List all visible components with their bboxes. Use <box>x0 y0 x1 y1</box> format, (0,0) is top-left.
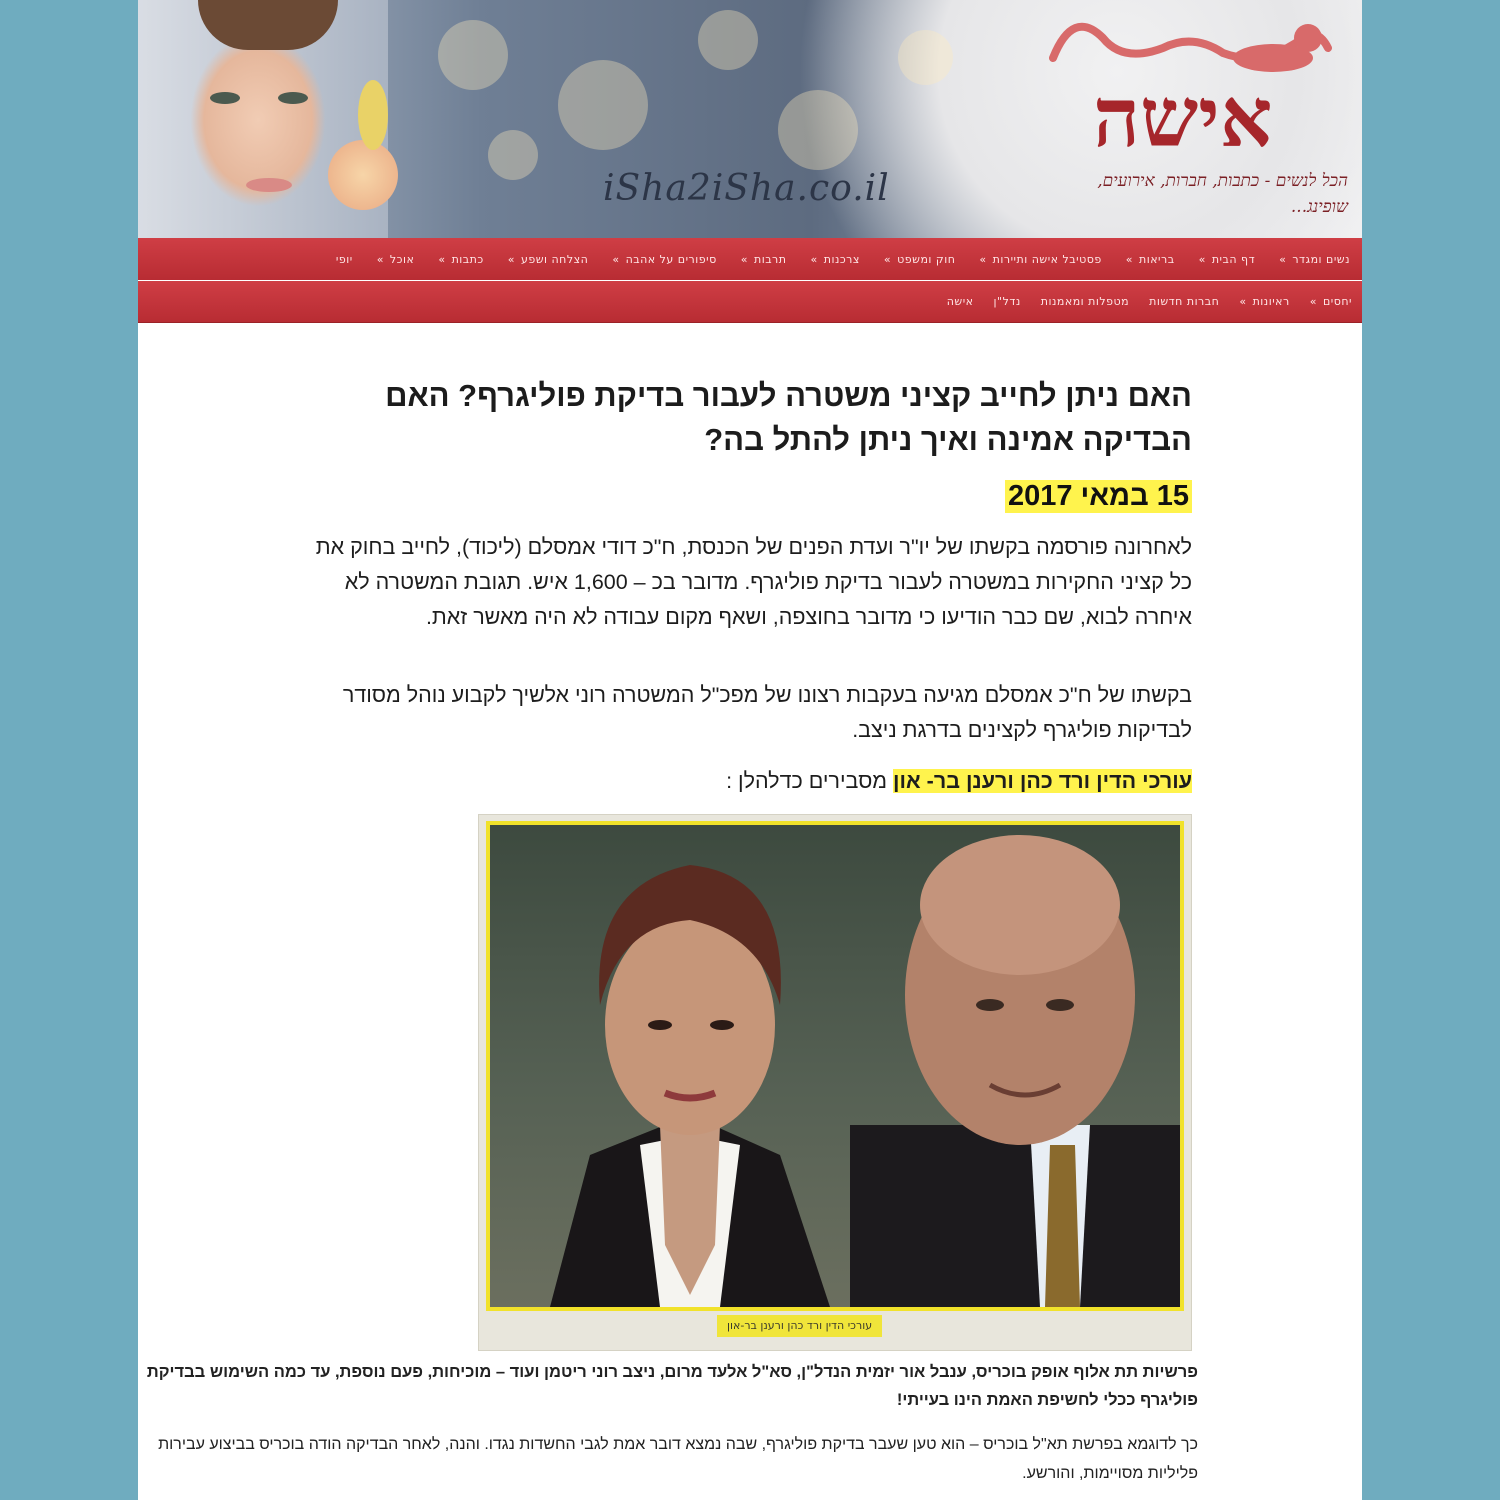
chevron-icon: » <box>376 252 384 266</box>
nav-item-label: תרבות <box>753 252 787 266</box>
model-face-image <box>138 0 388 238</box>
chevron-icon: » <box>883 252 892 266</box>
nav-item-row1-10[interactable] <box>365 253 427 266</box>
chevron-icon: » <box>1309 295 1317 308</box>
nav-item-row2-4[interactable] <box>984 295 1031 308</box>
cases-paragraph: פרשיות תת אלוף אופק בוכריס, ענבל אור יזמית הנדל"ן, סא"ל אלעד מרום, ניצב רוני ריטמן ועוד – מוכיחות, פעם נוספת, עד כמה השימוש בבדיקת פוליגרף ככלי לחשיפת האמת הינו בעייתי! <box>146 1363 1198 1409</box>
nav-item-label: יופי <box>335 252 353 266</box>
chevron-icon: » <box>1279 252 1287 266</box>
site-logo[interactable]: אישה <box>1093 70 1273 166</box>
article-paragraph-3 <box>292 764 1192 799</box>
chevron-icon: » <box>979 252 987 266</box>
article <box>138 322 1362 1500</box>
nav-item-label: נדל"ן <box>993 295 1021 308</box>
nav-item-label: אוכל <box>389 252 415 266</box>
example-paragraph: כך לדוגמא בפרשת תא"ל בוכריס – הוא טען שעבר בדיקת פוליגרף, שבה נמצא דובר אמת לגבי החשדות נגדו. והנה, לאחר הבדיקה הודה בוכריס בביצוע עבירות פליליות מסויימות, והורשע. <box>158 1436 1198 1482</box>
nav-item-row1-4[interactable] <box>872 253 967 266</box>
chevron-icon: » <box>612 252 620 266</box>
article-paragraph-2: בקשתו של ח"כ אמסלם מגיעה בעקבות רצונו של מפכ"ל המשטרה רוני אלשיך לקבוע נוהל מסודר לבדיקות פוליגרף לקצינים בדרגת ניצב. <box>342 683 1192 742</box>
nav-item-row1-7[interactable] <box>600 253 728 266</box>
chevron-icon: » <box>438 252 446 266</box>
photo-caption: עורכי הדין ורד כהן ורענן בר-און <box>717 1315 882 1337</box>
nav-item-row1-3[interactable] <box>967 253 1113 266</box>
lawyers-photo-image <box>486 821 1184 1311</box>
nav-item-row1-9[interactable] <box>426 253 495 266</box>
nav-item-row2-5[interactable] <box>937 295 984 308</box>
chevron-icon: » <box>810 252 818 266</box>
nav-item-label: חוק ומשפט <box>897 252 956 266</box>
chevron-icon: » <box>1239 295 1247 308</box>
chevron-icon: » <box>507 252 515 266</box>
nav-item-label: חברות חדשות <box>1149 295 1220 308</box>
explain-text: מסבירים כדלהלן : <box>726 769 894 793</box>
article-title: האם ניתן לחייב קציני משטרה לעבור בדיקת פוליגרף? האם הבדיקה אמינה ואיך ניתן להתל בה? <box>385 378 1192 457</box>
nav-item-label: ראיונות <box>1252 295 1290 308</box>
site-banner <box>138 0 1362 238</box>
nav-item-row1-1[interactable] <box>1187 253 1268 266</box>
nav-item-row2-0[interactable] <box>1300 295 1362 308</box>
nav-item-row2-2[interactable] <box>1139 295 1229 308</box>
nav-item-label: מטפלות ומאמנות <box>1040 295 1130 308</box>
article-paragraph-1: לאחרונה פורסמה בקשתו של יו"ר ועדת הפנים של הכנסת, ח"כ דודי אמסלם (ליכוד), לחייב בחוק את כל קציני החקירות במשטרה לעבור בדיקת פוליגרף. מדובר בכ – 1,600 איש. תגובת המשטרה לא איחרה לבוא, שם כבר הודיעו כי מדובר בחוצפה, ושאף מקום עבודה לא היה מאשר זאת. <box>315 535 1192 629</box>
chevron-icon: » <box>1125 252 1133 266</box>
nav-item-label: דף הבית <box>1211 252 1256 266</box>
nav-item-row1-0[interactable] <box>1267 253 1362 266</box>
nav-item-label: יחסים <box>1322 295 1352 308</box>
nav-item-label: בריאות <box>1138 252 1175 266</box>
nav-item-label: נשים ומגדר <box>1292 252 1350 266</box>
portrait-illustration <box>490 825 1180 1307</box>
nav-item-row1-5[interactable] <box>799 253 872 266</box>
article-date: 15 במאי 2017 <box>1005 480 1192 513</box>
nav-item-label: סיפורים על אהבה <box>625 252 717 266</box>
chevron-icon: » <box>740 252 748 266</box>
nav-item-row2-3[interactable] <box>1031 295 1139 308</box>
nav-item-row1-2[interactable] <box>1114 253 1187 266</box>
nav-item-row2-1[interactable] <box>1229 295 1299 308</box>
chevron-icon: » <box>1198 252 1206 266</box>
site-url[interactable]: iSha2iSha.co.il <box>603 168 890 209</box>
nav-item-row1-11[interactable] <box>324 253 365 266</box>
nav-item-label: כתבות <box>451 252 484 266</box>
nav-item-row1-6[interactable] <box>729 253 799 266</box>
main-nav <box>138 238 1362 280</box>
cat-logo-icon <box>1043 8 1333 78</box>
lawyers-photo <box>478 814 1192 1351</box>
lawyers-highlight: עורכי הדין ורד כהן ורענן בר- און <box>893 769 1192 793</box>
scanned-page <box>138 0 1362 1500</box>
site-tagline: הכל לנשים - כתבות, חברות, אירועים, שופינג... <box>1097 171 1348 217</box>
nav-item-label: פסטיבל אישה ותיירות <box>992 252 1102 266</box>
nav-item-label: אישה <box>946 295 974 308</box>
nav-item-row1-8[interactable] <box>496 253 601 266</box>
secondary-nav <box>138 281 1362 323</box>
nav-item-label: הצלחה ושפע <box>520 252 589 266</box>
nav-item-label: צרכנות <box>823 252 860 266</box>
